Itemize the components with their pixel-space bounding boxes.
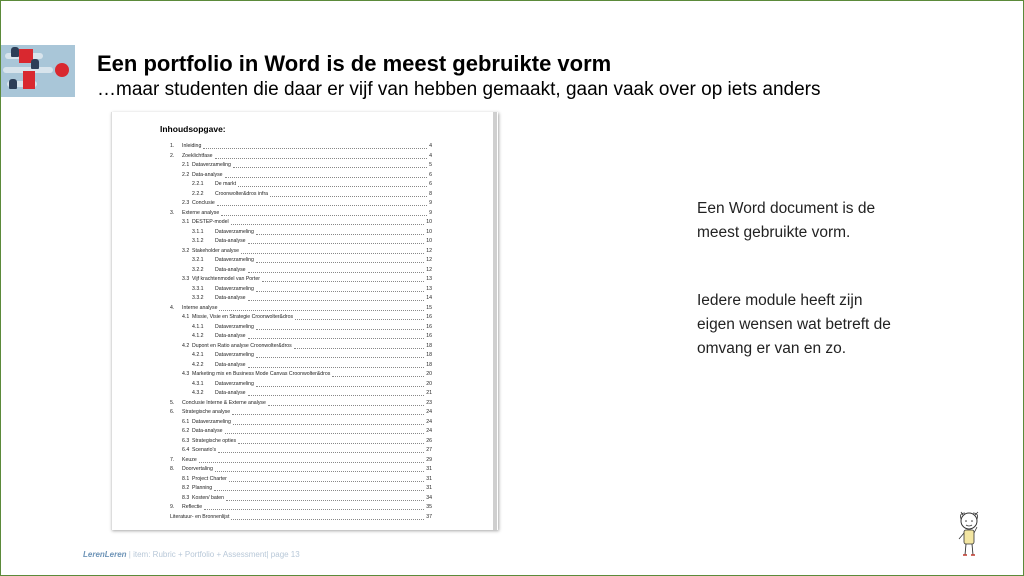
toc-entry-text: Reflectie xyxy=(182,504,203,510)
toc-entry-page: 24 xyxy=(426,428,432,434)
toc-entry-text: Inleiding xyxy=(182,143,202,149)
toc-entry xyxy=(170,361,432,371)
toc-entry-leader xyxy=(295,319,424,320)
toc-entry-number: 4.1 xyxy=(182,314,190,320)
toc-entry-number: 3.1 xyxy=(182,219,190,225)
toc-entry-page: 18 xyxy=(426,352,432,358)
toc-entry-leader xyxy=(233,424,424,425)
toc-title: Inhoudsopgave: xyxy=(160,124,226,134)
toc-entry-number: 8.1 xyxy=(182,475,190,482)
toc-entry xyxy=(170,285,432,295)
toc-entry xyxy=(170,513,432,523)
toc-entry-page: 29 xyxy=(426,456,432,463)
toc-entry-leader xyxy=(332,376,424,377)
toc-entry xyxy=(170,389,432,399)
toc-entry-text: Vijf krachtenmodel van Porter xyxy=(192,276,260,282)
toc-entry-text: Dataverzameling xyxy=(215,352,254,358)
toc-entry-leader xyxy=(241,253,424,254)
document-page-edge xyxy=(493,112,497,530)
runners-logo-icon xyxy=(1,45,75,97)
toc-entry-leader xyxy=(262,281,424,282)
thinking-person-icon xyxy=(951,511,987,559)
toc-entry-leader xyxy=(248,243,424,244)
toc-entry-page: 15 xyxy=(426,304,432,311)
toc-entry-page: 20 xyxy=(426,371,432,377)
toc-entry-leader xyxy=(256,291,424,292)
toc-entry xyxy=(170,313,432,323)
toc-entry-number: 5. xyxy=(170,399,175,406)
toc-entry-page: 37 xyxy=(426,513,432,520)
toc-entry xyxy=(170,171,432,181)
toc-entry-page: 24 xyxy=(426,409,432,415)
toc-entry-text: Dataverzameling xyxy=(215,228,254,235)
toc-entry-leader xyxy=(238,186,427,187)
slide-subtitle: …maar studenten die daar er vijf van hebben gemaakt, gaan vaak over op iets anders xyxy=(97,79,821,100)
toc-entry xyxy=(170,418,432,428)
toc-entry-leader xyxy=(294,348,424,349)
toc-entry-page: 27 xyxy=(426,447,432,453)
toc-entry-text: Conclusie xyxy=(192,200,215,206)
toc-entry-page: 14 xyxy=(426,295,432,301)
toc-entry-leader xyxy=(248,367,424,368)
toc-entry-number: 7. xyxy=(170,456,175,463)
toc-entry-text: Dataverzameling xyxy=(215,380,254,387)
toc-entry-page: 5 xyxy=(429,162,432,168)
footer-brand: LerenLeren xyxy=(83,550,127,559)
toc-entry-number: 4.2 xyxy=(182,342,190,349)
toc-entry-text: Data-analyse xyxy=(215,333,246,339)
toc-entry-number: 6.2 xyxy=(182,428,190,434)
toc-entry-number: 4.3 xyxy=(182,371,190,377)
toc-entry xyxy=(170,427,432,437)
toc-entry xyxy=(170,266,432,276)
toc-entry-text: Doorvertaling xyxy=(182,466,213,472)
toc-entry-text: Dataverzameling xyxy=(215,285,254,292)
toc-entry-leader xyxy=(219,310,424,311)
toc-entry-text: Literatuur- en Bronnenlijst xyxy=(170,513,230,520)
side-paragraph-1-line-2: meest gebruikte vorm. xyxy=(697,224,851,241)
toc-entry-leader xyxy=(199,462,424,463)
toc-entry xyxy=(170,351,432,361)
toc-entry xyxy=(170,503,432,513)
footer-text: | item: Rubric + Portfolio + Assessment| page 13 xyxy=(126,550,300,559)
toc-entry-text: Stakeholder analyse xyxy=(192,247,240,254)
toc-entry-number: 9. xyxy=(170,504,175,510)
toc-entry-number: 4. xyxy=(170,304,175,311)
word-document-page xyxy=(111,112,498,530)
toc-entry-text: Data-analyse xyxy=(215,361,246,368)
toc-entry-leader xyxy=(256,234,424,235)
toc-entry-text: De markt xyxy=(215,181,237,187)
toc-entry xyxy=(170,446,432,456)
toc-entry-number: 4.1.2 xyxy=(192,333,204,339)
side-paragraph-2-line-2: eigen wensen wat betreft de xyxy=(697,316,891,333)
toc-entry-number: 8.3 xyxy=(182,494,190,501)
toc-entry-number: 1. xyxy=(170,143,175,149)
toc-entry-leader xyxy=(248,272,424,273)
toc-entry-number: 3.2 xyxy=(182,247,190,254)
toc-entry-number: 4.2.1 xyxy=(192,352,204,358)
toc-entry xyxy=(170,142,432,152)
toc-entry xyxy=(170,342,432,352)
toc-entry-page: 12 xyxy=(426,257,432,263)
toc-entry-text: Marketing mix en Business Mode Canvas Croonwolter&dros xyxy=(192,371,331,377)
toc-entry-page: 16 xyxy=(426,323,432,330)
toc-entry xyxy=(170,237,432,247)
toc-entry-number: 2.2.1 xyxy=(192,181,204,187)
toc-entry xyxy=(170,437,432,447)
toc-entry xyxy=(170,190,432,200)
toc-entry xyxy=(170,484,432,494)
toc-entry-leader xyxy=(233,167,427,168)
toc-entry-page: 16 xyxy=(426,314,432,320)
toc-entry-text: Scenario's xyxy=(192,447,217,453)
toc-entry xyxy=(170,332,432,342)
toc-entry-page: 6 xyxy=(429,181,432,187)
toc-entry-leader xyxy=(225,177,427,178)
toc-entry-text: Croonwolter&dros infra xyxy=(215,190,269,197)
toc-entry xyxy=(170,228,432,238)
toc-entry-text: Strategische analyse xyxy=(182,409,231,415)
toc-entry-page: 10 xyxy=(426,228,432,235)
toc-entry-leader xyxy=(221,215,427,216)
toc-entry-page: 12 xyxy=(426,266,432,273)
toc-entry-text: Data-analyse xyxy=(215,238,246,244)
toc-entry-page: 4 xyxy=(429,143,432,149)
toc-entry-leader xyxy=(268,405,424,406)
toc-entry-text: Dupont en Ratio analyse Croonwolter&dros xyxy=(192,342,292,349)
toc-entry-text: Dataverzameling xyxy=(192,162,231,168)
toc-entry xyxy=(170,247,432,257)
toc-entry xyxy=(170,304,432,314)
toc-entry-page: 35 xyxy=(426,504,432,510)
toc-entry xyxy=(170,199,432,209)
toc-entry-number: 2.2 xyxy=(182,171,190,178)
toc-entry-text: Dataverzameling xyxy=(192,418,231,425)
toc-entry-text: Planning xyxy=(192,485,213,491)
toc-entry-number: 3.2.1 xyxy=(192,257,204,263)
toc-entry-leader xyxy=(215,471,424,472)
toc-entry-text: Dataverzameling xyxy=(215,257,254,263)
toc-entry-page: 13 xyxy=(426,276,432,282)
toc-entry-leader xyxy=(256,386,424,387)
toc-entry xyxy=(170,380,432,390)
toc-entry-text: Data-analyse xyxy=(215,266,246,273)
toc-entry-page: 10 xyxy=(426,238,432,244)
toc-entry-text: Project Charter xyxy=(192,475,227,482)
toc-entry xyxy=(170,275,432,285)
toc-entry-page: 24 xyxy=(426,418,432,425)
toc-entry xyxy=(170,456,432,466)
side-paragraph-1 xyxy=(697,197,875,245)
toc-entry-text: Data-analyse xyxy=(215,295,246,301)
toc-entry-page: 20 xyxy=(426,380,432,387)
toc-entry-leader xyxy=(226,500,424,501)
toc-entry-page: 31 xyxy=(426,485,432,491)
toc-entry-leader xyxy=(232,414,424,415)
toc-entry-page: 18 xyxy=(426,342,432,349)
toc-entry-leader xyxy=(231,224,424,225)
toc-entry-leader xyxy=(270,196,427,197)
toc-entry-page: 12 xyxy=(426,247,432,254)
toc-entry xyxy=(170,180,432,190)
toc-entry-leader xyxy=(256,329,424,330)
toc-entry xyxy=(170,152,432,162)
toc-entry-leader xyxy=(256,262,424,263)
toc-entry-number: 4.1.1 xyxy=(192,323,204,330)
toc-entry-leader xyxy=(214,490,424,491)
toc-entry xyxy=(170,475,432,485)
toc-entry-text: Strategische opties xyxy=(192,437,237,444)
toc-entry-page: 10 xyxy=(426,219,432,225)
toc-entry-page: 6 xyxy=(429,171,432,178)
footer xyxy=(83,550,300,559)
toc-entry-page: 31 xyxy=(426,466,432,472)
toc-entry-text: Keuze xyxy=(182,456,197,463)
toc-entry-text: Zoeklichtfase xyxy=(182,152,213,159)
toc-entry xyxy=(170,256,432,266)
toc-entry-page: 18 xyxy=(426,361,432,368)
toc-entry-leader xyxy=(231,519,424,520)
toc-entry-number: 4.3.1 xyxy=(192,380,204,387)
toc-entry-leader xyxy=(225,433,424,434)
toc-entry-number: 8. xyxy=(170,466,175,472)
side-paragraph-2 xyxy=(697,289,891,361)
toc-entry-number: 3.1.2 xyxy=(192,238,204,244)
toc-entry-number: 4.3.2 xyxy=(192,390,204,396)
toc-entry-number: 2.1 xyxy=(182,162,190,168)
toc-entry xyxy=(170,399,432,409)
toc-entry-leader xyxy=(248,300,424,301)
toc-entry-page: 16 xyxy=(426,333,432,339)
table-of-contents xyxy=(170,142,432,522)
toc-entry xyxy=(170,294,432,304)
toc-entry-text: Interne analyse xyxy=(182,304,218,311)
toc-entry-leader xyxy=(204,509,424,510)
toc-entry-text: Externe analyse xyxy=(182,209,220,216)
toc-entry xyxy=(170,218,432,228)
toc-entry-number: 3. xyxy=(170,209,175,216)
toc-entry-leader xyxy=(229,481,424,482)
toc-entry-number: 3.3 xyxy=(182,276,190,282)
toc-entry xyxy=(170,323,432,333)
toc-entry-number: 8.2 xyxy=(182,485,190,491)
toc-entry-leader xyxy=(203,148,427,149)
side-paragraph-1-line-1: Een Word document is de xyxy=(697,200,876,217)
side-paragraph-2-line-3: omvang er van en zo. xyxy=(697,340,847,357)
toc-entry-text: Data-analyse xyxy=(215,390,246,396)
toc-entry-text: Missie, Visie en Strategie Croonwolter&dros xyxy=(192,314,294,320)
toc-entry-text: Conclusie Interne & Externe analyse xyxy=(182,399,266,406)
toc-entry-number: 3.3.1 xyxy=(192,285,204,292)
toc-entry-page: 8 xyxy=(429,190,432,197)
toc-entry-text: DESTEP-model xyxy=(192,219,229,225)
toc-entry-text: Data-analyse xyxy=(192,428,223,434)
toc-entry-leader xyxy=(248,395,424,396)
toc-entry-leader xyxy=(215,158,427,159)
side-paragraph-2-line-1: Iedere module heeft zijn xyxy=(697,292,863,309)
toc-entry-number: 6.4 xyxy=(182,447,190,453)
toc-entry-number: 3.2.2 xyxy=(192,266,204,273)
toc-entry-number: 2. xyxy=(170,152,175,159)
toc-entry-leader xyxy=(248,338,424,339)
toc-entry-page: 9 xyxy=(429,209,432,216)
toc-entry xyxy=(170,209,432,219)
toc-entry-page: 21 xyxy=(426,390,432,396)
toc-entry-page: 26 xyxy=(426,437,432,444)
toc-entry-number: 2.2.2 xyxy=(192,190,204,197)
toc-entry-leader xyxy=(238,443,424,444)
toc-entry-page: 9 xyxy=(429,200,432,206)
toc-entry xyxy=(170,370,432,380)
toc-entry-number: 2.3 xyxy=(182,200,190,206)
toc-entry xyxy=(170,465,432,475)
toc-entry-leader xyxy=(217,205,427,206)
toc-entry-page: 23 xyxy=(426,399,432,406)
toc-entry-text: Data-analyse xyxy=(192,171,223,178)
toc-entry-page: 4 xyxy=(429,152,432,159)
toc-entry-number: 6.1 xyxy=(182,418,190,425)
slide-title: Een portfolio in Word is de meest gebruikte vorm xyxy=(97,51,612,76)
toc-entry-number: 4.2.2 xyxy=(192,361,204,368)
toc-entry-text: Dataverzameling xyxy=(215,323,254,330)
toc-entry-number: 3.1.1 xyxy=(192,228,204,235)
toc-entry-text: Kosten/ baten xyxy=(192,494,225,501)
toc-entry-leader xyxy=(218,452,424,453)
toc-entry xyxy=(170,161,432,171)
toc-entry-leader xyxy=(256,357,424,358)
toc-entry-page: 34 xyxy=(426,494,432,501)
toc-entry-number: 6.3 xyxy=(182,437,190,444)
toc-entry xyxy=(170,408,432,418)
toc-entry xyxy=(170,494,432,504)
toc-entry-number: 3.3.2 xyxy=(192,295,204,301)
toc-entry-page: 13 xyxy=(426,285,432,292)
toc-entry-number: 6. xyxy=(170,409,175,415)
toc-entry-page: 31 xyxy=(426,475,432,482)
